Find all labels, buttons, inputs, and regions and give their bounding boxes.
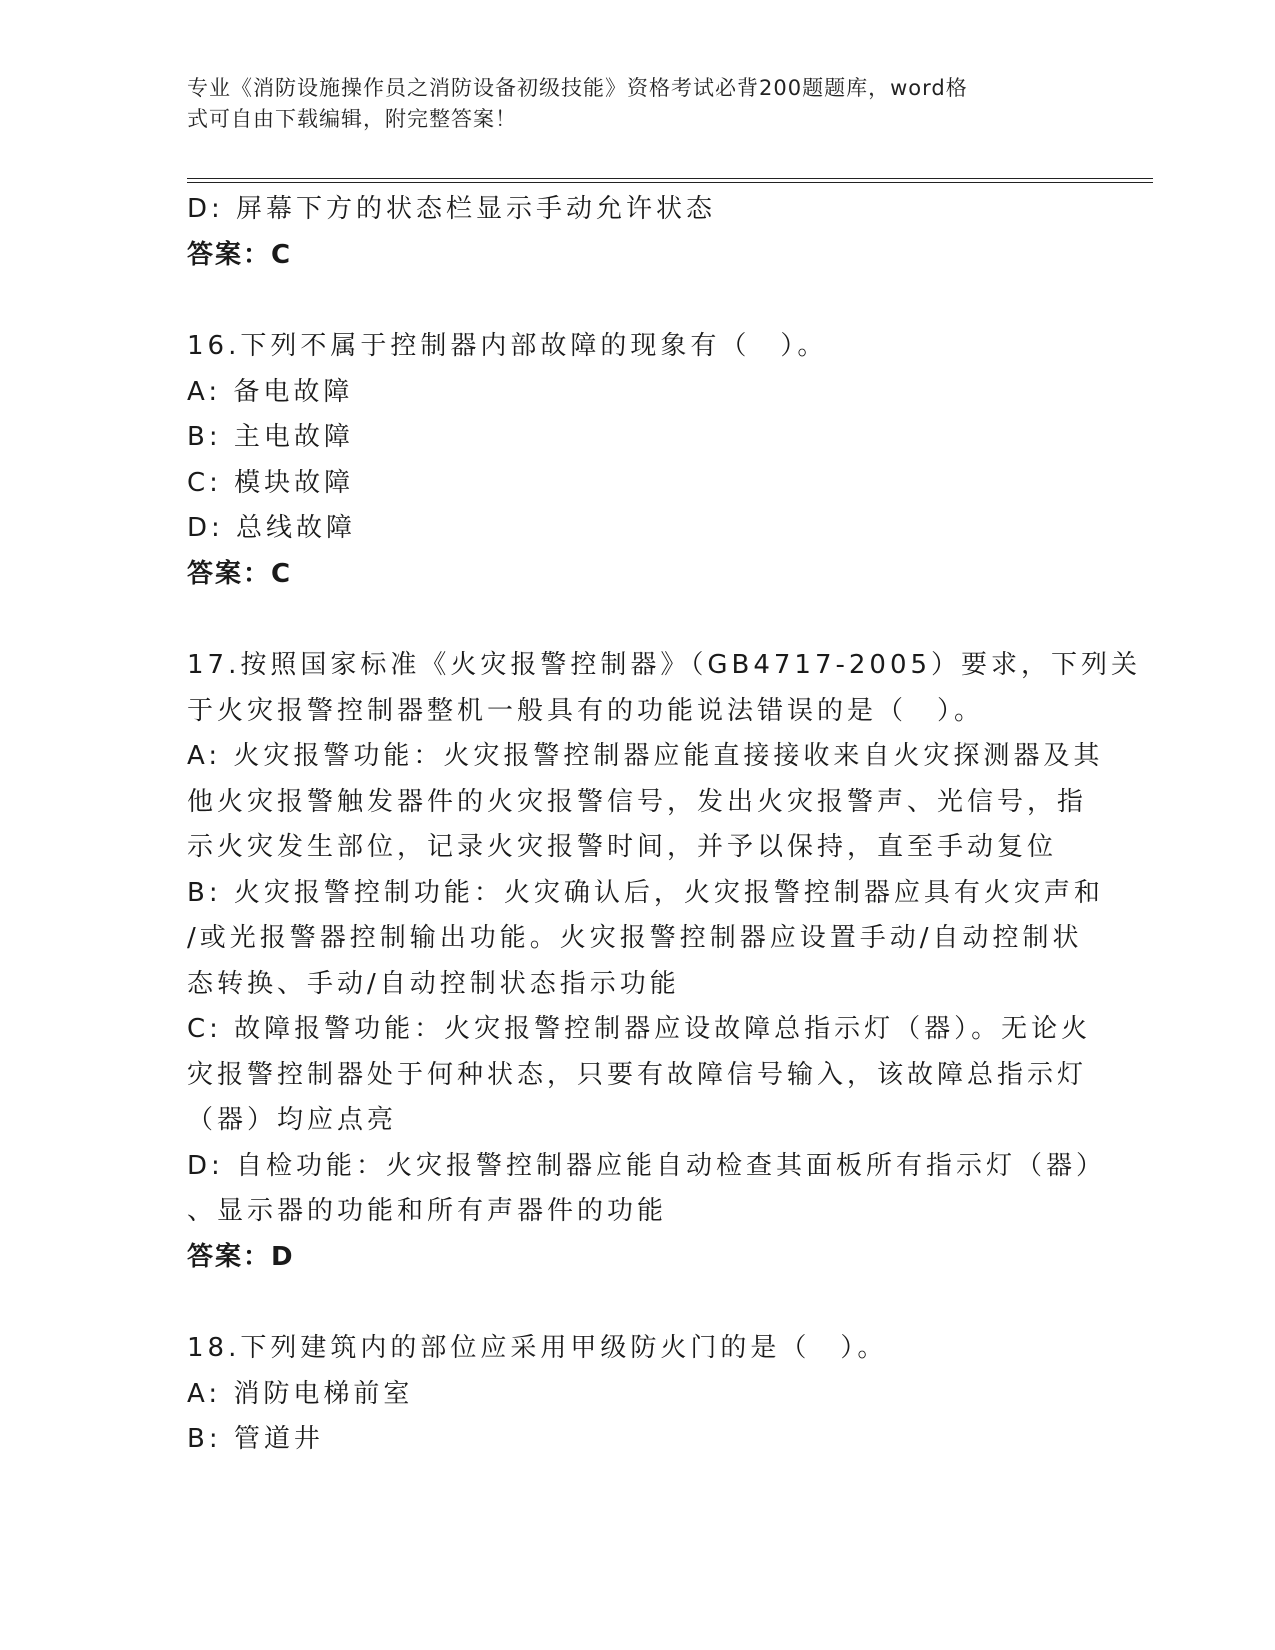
- option-c-line-1: C: 故障报警功能：火灾报警控制器应设故障总指示灯（器）。无论火: [187, 1014, 1092, 1044]
- option-b: B: 管道井: [187, 1424, 324, 1454]
- option-b-line-1: B: 火灾报警控制功能：火灾确认后，火灾报警控制器应具有火灾声和: [187, 877, 1104, 908]
- header-divider: [187, 178, 1153, 183]
- answer: 答案：C: [187, 239, 293, 270]
- option-c: C: 模块故障: [187, 467, 355, 498]
- question-stem-line-2: 于火灾报警控制器整机一般具有的功能说法错误的是（ ）。: [187, 695, 985, 726]
- spacer: [187, 278, 1087, 324]
- document-header: [187, 73, 1067, 135]
- option-a-line-2: 他火灾报警触发器件的火灾报警信号，发出火灾报警声、光信号，指: [187, 786, 1088, 817]
- question-list: [187, 187, 1142, 1463]
- answer: 答案：D: [187, 1241, 295, 1272]
- spacer: [187, 1280, 1087, 1326]
- question-18: [187, 1326, 1087, 1463]
- option-b-line-2: /或光报警器控制输出功能。火灾报警控制器应设置手动/自动控制状: [187, 923, 1083, 953]
- option-b: B: 主电故障: [187, 422, 354, 452]
- option-a-line-1: A: 火灾报警功能：火灾报警控制器应能直接接收来自火灾探测器及其: [187, 741, 1104, 771]
- option-a: A: 备电故障: [187, 376, 354, 407]
- option-a: A: 消防电梯前室: [187, 1378, 414, 1409]
- header-line-2: 式可自由下载编辑，附完整答案！: [187, 107, 517, 131]
- answer: 答案：C: [187, 558, 293, 589]
- option-d-line-1: D: 自检功能：火灾报警控制器应能自动检查其面板所有指示灯（器）: [187, 1150, 1107, 1181]
- option-c-line-2: 灾报警控制器处于何种状态，只要有故障信号输入，该故障总指示灯: [187, 1059, 1088, 1090]
- option-d-line-2: 、显示器的功能和所有声器件的功能: [187, 1196, 668, 1226]
- question-16: [187, 324, 1087, 597]
- option-d: D: 屏幕下方的状态栏显示手动允许状态: [187, 194, 717, 224]
- question-17: [187, 643, 1142, 1280]
- question-stem-line-1: 17.按照国家标准《火灾报警控制器》（GB4717-2005）要求，下列关: [187, 650, 1142, 680]
- header-line-1: 专业《消防设施操作员之消防设备初级技能》资格考试必背200题题库，word格: [187, 76, 968, 100]
- option-b-line-3: 态转换、手动/自动控制状态指示功能: [187, 968, 680, 999]
- option-a-line-3: 示火灾发生部位，记录火灾报警时间，并予以保持，直至手动复位: [187, 832, 1058, 862]
- spacer: [187, 597, 1087, 643]
- question-stem: 18.下列建筑内的部位应采用甲级防火门的是（ ）。: [187, 1333, 888, 1363]
- question-stem: 16.下列不属于控制器内部故障的现象有（ ）。: [187, 331, 828, 361]
- question-15-tail: [187, 187, 1087, 278]
- option-d: D: 总线故障: [187, 513, 357, 543]
- option-c-line-3: （器）均应点亮: [187, 1105, 398, 1135]
